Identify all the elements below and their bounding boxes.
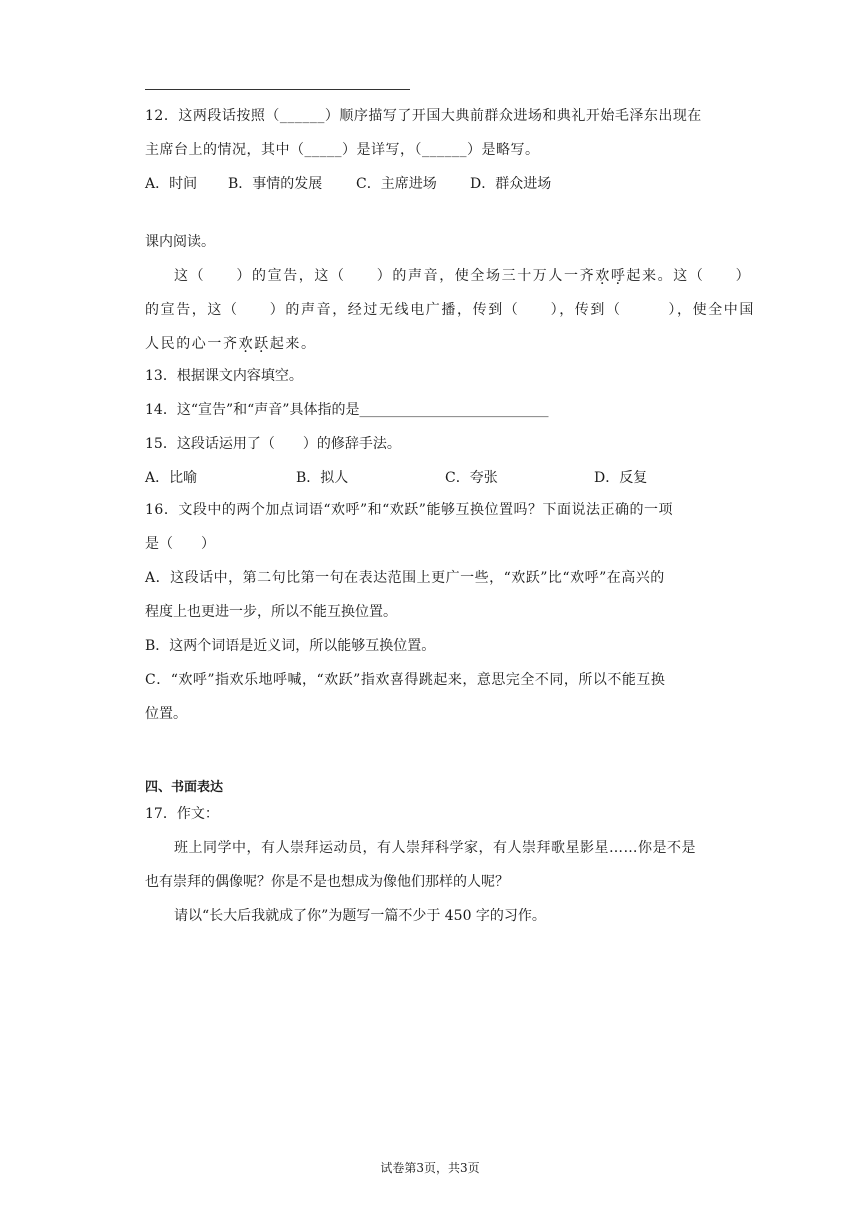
option-b: B．事情的发展 xyxy=(228,176,323,192)
reading-passage-line-3: 人民的心一齐欢跃起来。 xyxy=(145,336,317,352)
question-15-stem: 15．这段话运用了（ ）的修辞手法。 xyxy=(145,436,401,452)
question-12-options xyxy=(145,174,745,194)
question-16-option-c-line-2: 位置。 xyxy=(145,706,187,722)
question-12-line-1: 12．这两段话按照（______）顺序描写了开国大典前群众进场和典礼开始毛泽东出现在 xyxy=(145,108,702,124)
page-footer: 试卷第3页，共3页 xyxy=(380,1161,480,1175)
essay-instruction: 请以“长大后我就成了你”为题写一篇不少于 450 字的习作。 xyxy=(174,908,546,924)
option-a: A．时间 xyxy=(145,176,198,192)
question-16-option-c-line-1: C．“欢呼”指欢乐地呼喊，“欢跃”指欢喜得跳起来，意思完全不同，所以不能互换 xyxy=(145,672,666,688)
question-17: 17．作文： xyxy=(145,806,219,822)
section-heading: 四、书面表达 xyxy=(145,780,224,795)
question-16-line-2: 是（ ） xyxy=(145,536,215,552)
reading-passage-line-1: 这（ ）的宣告，这（ ）的声音，使全场三十万人一齐欢呼起来。这（ ） xyxy=(174,268,752,284)
dotted-char: 欢 xyxy=(238,336,255,352)
question-16-option-a-line-1: A．这段话中，第二句比第一句在表达范围上更广一些，“欢跃”比“欢呼”在高兴的 xyxy=(145,570,665,586)
essay-prompt-line-2: 也有崇拜的偶像呢？你是不是也想成为像他们那样的人呢？ xyxy=(145,874,509,890)
question-12-line-2: 主席台上的情况，其中（_____）是详写，（______）是略写。 xyxy=(145,142,540,158)
question-16-line-1: 16．文段中的两个加点词语“欢呼”和“欢跃”能够互换位置吗？下面说法正确的一项 xyxy=(145,502,673,518)
option-d: D．反复 xyxy=(594,470,648,486)
option-c: C．夸张 xyxy=(445,470,498,486)
reading-passage-line-2: 的宣告，这（ ）的声音，经过无线电广播，传到（ ），传到（ ），使全中国 xyxy=(145,302,755,318)
option-b: B．拟人 xyxy=(296,470,349,486)
question-16-option-a-line-2: 程度上也更进一步，所以不能互换位置。 xyxy=(145,604,397,620)
dotted-char: 呼 xyxy=(610,268,627,284)
dotted-char: 欢 xyxy=(595,268,611,284)
option-c: C．主席进场 xyxy=(356,176,437,192)
reading-title: 课内阅读。 xyxy=(145,234,215,250)
dotted-char: 跃 xyxy=(254,336,270,352)
top-divider-line xyxy=(145,89,410,90)
question-14: 14．这“宣告”和“声音”具体指的是___________________________ xyxy=(145,402,549,418)
question-13: 13．根据课文内容填空。 xyxy=(145,368,303,384)
option-d: D．群众进场 xyxy=(470,176,552,192)
question-16-option-b: B．这两个词语是近义词，所以能够互换位置。 xyxy=(145,638,436,654)
question-15-options xyxy=(145,468,765,488)
essay-prompt-line-1: 班上同学中，有人崇拜运动员，有人崇拜科学家，有人崇拜歌星影星……你是不是 xyxy=(174,840,696,856)
option-a: A．比喻 xyxy=(145,470,198,486)
